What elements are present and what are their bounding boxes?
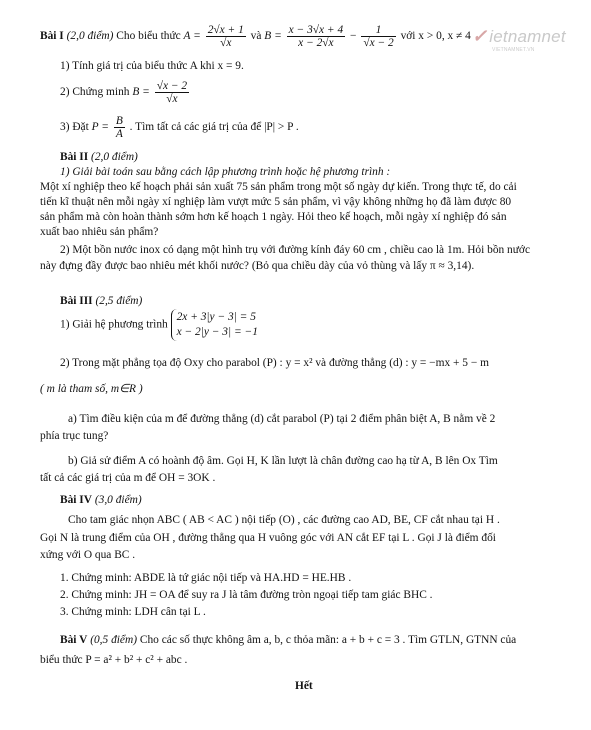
bai4-line1: Cho tam giác nhọn ABC ( AB < AC ) nội tiếp (O) , các đường cao AD, BE, CF cắt nhau tại H . — [68, 514, 500, 526]
bai4-item2: 2. Chứng minh: JH = OA để suy ra J là tâm đường tròn ngoại tiếp tam giác BHC . — [60, 589, 433, 601]
end-marker: Hết — [295, 680, 313, 692]
bai4-item1: 1. Chứng minh: ABDE là tứ giác nội tiếp và HA.HD = HE.HB . — [60, 572, 352, 584]
bai2-text-line1: Một xí nghiệp theo kế hoạch phải sản xuất 75 sản phẩm trong một số ngày dự kiến. Trong thực tế, do cải — [40, 181, 517, 193]
bai3-eq2: x − 2|y − 3| = −1 — [176, 326, 258, 338]
bai1-q2-den: √x — [166, 93, 178, 105]
bai1-q3-P: P = — [91, 121, 109, 134]
bai1-B-num1: x − 3√x + 4 — [288, 24, 344, 36]
bai4-line2: Gọi N là trung điểm của OH , đường thẳng qua H vuông góc với AN cắt EF tại L . Gọi J là điểm đối — [40, 532, 496, 544]
bai1-q2-line — [60, 80, 191, 105]
bai3-a-line1: a) Tìm điều kiện của m để đường thẳng (d) cắt parabol (P) tại 2 điểm phân biệt A, B nằm về 2 — [68, 413, 496, 425]
bai3-b-line2: tất cả các giá trị của m để OH = 3OK . — [40, 472, 216, 484]
logo-subtext: VIETNAMNET.VN — [492, 47, 535, 53]
bai1-B-den2: √x − 2 — [363, 37, 394, 49]
bai3-q2: 2) Trong mặt phẳng tọa độ Oxy cho parabol (P) : y = x² và đường thẳng (d) : y = −mx + 5 − m — [60, 357, 489, 369]
bai2-q1: 1) Giải bài toán sau bằng cách lập phương trình hoặc hệ phương trình : — [60, 166, 391, 178]
bai1-q3-den: A — [115, 128, 123, 140]
bai1-A-label: A = — [183, 30, 201, 43]
bai1-and: và — [250, 30, 262, 43]
bai3-a-line2: phía trục tung? — [40, 430, 109, 442]
bai3-heading — [60, 295, 142, 308]
bai1-q3-num: B — [115, 115, 123, 127]
logo-text: ietnamnet — [489, 27, 566, 46]
bai3-q1-pre: 1) Giải hệ phương trình — [60, 318, 168, 331]
bai1-q2-B: B = — [132, 86, 150, 99]
bai1-intro: Cho biểu thức — [116, 30, 181, 43]
bai5-points: (0,5 điểm) — [90, 634, 138, 646]
bai1-line — [40, 24, 471, 49]
bai5-text1: Cho các số thực không âm a, b, c thỏa mãn: a + b + c = 3 . Tìm GTLN, GTNN của — [139, 634, 517, 646]
bai2-q2-line1: 2) Một bồn nước inox có dạng một hình trụ với đường kính đáy 60 cm , chiều cao là 1m. Hỏi bồn nước — [60, 244, 531, 256]
bai1-q2-num: √x − 2 — [156, 80, 188, 92]
bai4-heading — [60, 494, 142, 507]
bai5-line1 — [60, 634, 516, 647]
bai1-head: Bài I — [40, 30, 64, 43]
bai1-q3-line — [60, 115, 299, 140]
bai2-text-line4: xuất bao nhiêu sản phẩm? — [40, 226, 159, 238]
bai3-points: (2,5 điểm) — [95, 295, 143, 307]
bai1-B-fraction2 — [361, 24, 395, 49]
bai4-line3: xứng với O qua BC . — [40, 549, 136, 561]
bai1-A-num: 2√x + 1 — [207, 24, 244, 36]
bai2-head: Bài II — [60, 151, 89, 163]
bai3-param: ( m là tham số, m∈R ) — [40, 383, 143, 395]
bai1-B-fraction1 — [287, 24, 346, 49]
bai5-line2: biểu thức P = a² + b² + c² + abc . — [40, 654, 188, 666]
bai2-text-line3: sản phẩm mà còn hoàn thành sớm hơn kế hoạch 1 ngày. Hỏi theo kế hoạch, mỗi ngày xí nghiệp đó sản — [40, 211, 507, 223]
bai1-points: (2,0 điểm) — [66, 30, 114, 43]
vietnamnet-logo — [472, 26, 566, 53]
bai1-A-den: √x — [220, 37, 232, 49]
bai1-q1: 1) Tính giá trị của biểu thức A khi x = 9. — [60, 60, 244, 72]
bai1-A-fraction — [206, 24, 246, 49]
bai1-q3-fraction — [114, 115, 125, 140]
bai1-q2-pre: 2) Chứng minh — [60, 86, 130, 99]
bai3-b-line1: b) Giả sử điểm A có hoành độ âm. Gọi H, K lần lượt là chân đường cao hạ từ A, B lên Ox Tìm — [68, 455, 498, 467]
bai2-q2-line2: này đựng đầy được bao nhiêu mét khối nước? (Bỏ qua chiều dày của vỏ thùng và lấy π ≈ 3,14). — [40, 260, 475, 272]
bai1-q3-post: . Tìm tất cả các giá trị của để |P| > P . — [129, 121, 299, 134]
bai1-minus: − — [350, 30, 357, 43]
bai3-q1-line — [60, 309, 258, 341]
bai4-head: Bài IV — [60, 494, 92, 506]
bai4-item3: 3. Chứng minh: LDH cân tại L . — [60, 606, 206, 618]
bai5-head: Bài V — [60, 634, 88, 646]
bai3-head: Bài III — [60, 295, 93, 307]
bai1-B-den1: x − 2√x — [298, 37, 334, 49]
bai2-text-line2: tiến kĩ thuật nên mỗi ngày xí nghiệp làm vượt mức 5 sản phẩm, vì vậy không những họ đã làm được 80 — [40, 196, 512, 208]
bai1-q2-fraction — [155, 80, 189, 105]
bai2-points: (2,0 điểm) — [91, 151, 138, 163]
bai1-B-label: B = — [264, 30, 282, 43]
logo-check-icon: ✓ — [472, 26, 488, 46]
bai4-points: (3,0 điểm) — [94, 494, 142, 506]
bai3-system — [171, 309, 258, 341]
bai1-q3-pre: 3) Đặt — [60, 121, 89, 134]
bai3-eq1: 2x + 3|y − 3| = 5 — [176, 311, 256, 323]
bai1-B-num2: 1 — [361, 24, 395, 37]
bai1-cond: với x > 0, x ≠ 4 — [400, 30, 471, 43]
bai2-heading — [60, 151, 138, 164]
